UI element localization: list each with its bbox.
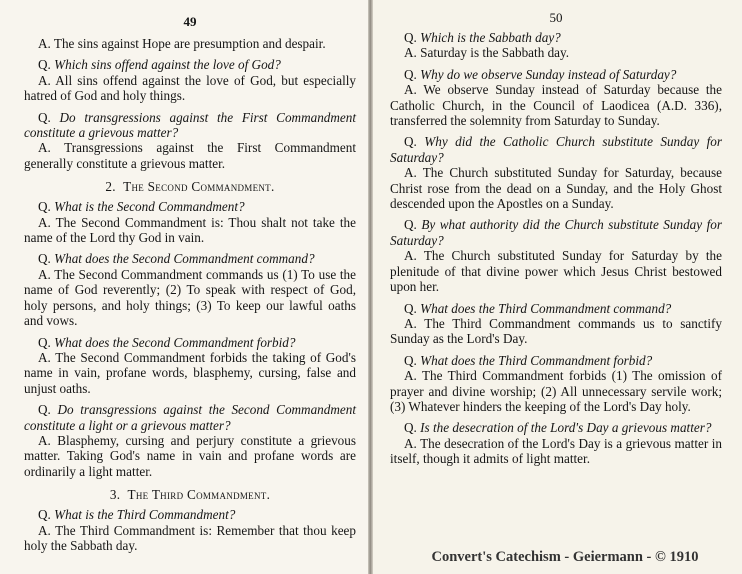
answer-text: The Church substituted Sunday for Saturday, because Christ rose from the dead on a Sunday, and the Holy Ghost descended upon the Apostles on a Sunday.	[390, 165, 722, 212]
question-label: Q.	[38, 199, 51, 215]
answer	[390, 82, 722, 128]
answer-label: A.	[38, 140, 51, 156]
question	[24, 402, 356, 433]
question	[24, 199, 356, 214]
question-label: Q.	[404, 134, 417, 150]
answer	[390, 165, 722, 211]
answer-text: The sins against Hope are presumption and despair.	[53, 36, 326, 51]
question-label: Q.	[404, 30, 417, 45]
question-text: Which is the Sabbath day?	[420, 30, 561, 45]
answer-label: A.	[38, 72, 51, 88]
question-label: Q.	[404, 66, 417, 82]
answer-label: A.	[38, 349, 51, 365]
question-label: Q.	[404, 300, 417, 316]
book-gutter	[368, 0, 373, 574]
question-text: What is the Third Commandment?	[54, 507, 236, 523]
section-title: The Third Commandment.	[127, 487, 271, 503]
answer	[24, 215, 356, 246]
question-text: Why did the Catholic Church substitute Sunday for Saturday?	[390, 134, 723, 165]
answer	[390, 368, 722, 414]
answer-text: Transgressions against the First Commandment generally constitute a grievous matter.	[24, 140, 356, 171]
question	[390, 301, 722, 316]
copyright-footer: Convert's Catechism - Geiermann - © 1910	[431, 549, 699, 565]
answer	[24, 523, 356, 554]
page-number-left: 49	[183, 14, 197, 29]
question-text: Which sins offend against the love of God?	[54, 57, 281, 73]
answer-label: A.	[38, 266, 51, 282]
answer-text: The Church substituted Sunday for Saturday by the plenitude of that divine power which Jesus Christ bestowed upon her.	[390, 248, 723, 295]
question	[390, 217, 722, 248]
question-label: Q.	[38, 402, 51, 418]
left-page	[0, 0, 370, 574]
answer-label: A.	[404, 45, 417, 61]
answer-text: Saturday is the Sabbath day.	[420, 45, 570, 61]
answer-text: The Third Commandment commands us to sanctify Sunday as the Lord's Day.	[390, 315, 722, 347]
question	[390, 30, 722, 45]
answer-label: A.	[404, 435, 417, 451]
question-label: Q.	[404, 352, 417, 368]
answer	[24, 433, 356, 479]
question-text: Do transgressions against the First Commandment constitute a grievous matter?	[24, 109, 357, 141]
question	[390, 134, 722, 165]
answer-label: A.	[404, 368, 417, 384]
answer	[390, 248, 722, 294]
question-text: By what authority did the Church substitute Sunday for Saturday?	[390, 217, 722, 248]
answer-text: The Third Commandment forbids (1) The omission of prayer and divine worship; (2) All unnecessary servile work; (3) Whatever hinders the keeping of the Lord's Day holy.	[390, 368, 722, 414]
answer-label: A.	[404, 82, 417, 98]
answer	[390, 436, 722, 467]
section-number: 3.	[109, 487, 121, 503]
answer-label: A.	[404, 248, 417, 264]
question	[24, 251, 356, 266]
answer-label: A.	[404, 165, 417, 181]
question-text: Is the desecration of the Lord's Day a grievous matter?	[420, 420, 712, 436]
answer	[390, 316, 722, 347]
right-page	[370, 0, 742, 574]
question	[24, 57, 356, 72]
question-text: What does the Second Commandment command?	[54, 251, 315, 267]
question	[390, 67, 722, 82]
answer-text: The Second Commandment commands us (1) To use the name of God reverently; (2) To speak with respect of God, holy persons, and holy things; (3) To keep our lawful oaths and vows.	[24, 266, 356, 329]
answer-label: A.	[38, 432, 51, 448]
answer-text: The desecration of the Lord's Day is a grievous matter in itself, though it admits of light matter.	[390, 435, 723, 467]
answer	[390, 45, 722, 60]
question-label: Q.	[38, 507, 51, 523]
answer-label: A.	[404, 315, 417, 331]
question	[390, 420, 722, 435]
answer-label: A.	[38, 36, 51, 51]
question-label: Q.	[404, 420, 417, 436]
answer	[24, 36, 356, 51]
answer	[24, 73, 356, 104]
answer-label: A.	[38, 522, 51, 538]
question	[24, 335, 356, 350]
section-number: 2.	[105, 179, 116, 195]
question-label: Q.	[38, 57, 51, 73]
question	[390, 353, 722, 368]
question-label: Q.	[404, 217, 417, 233]
question	[24, 110, 356, 141]
answer-text: The Second Commandment is: Thou shalt not take the name of the Lord thy God in vain.	[24, 214, 356, 246]
question-text: Do transgressions against the Second Commandment constitute a light or a grievous matter?	[24, 402, 357, 433]
answer	[24, 350, 356, 396]
page-number-right: 50	[549, 10, 563, 25]
question-text: What does the Third Commandment forbid?	[420, 352, 653, 368]
left-page-body	[24, 36, 356, 553]
question-label: Q.	[38, 251, 51, 267]
section-heading	[24, 487, 356, 503]
answer-text: Blasphemy, cursing and perjury constitute a grievous matter. Taking God's name in vain and profane words are ordinarily a light matter.	[24, 432, 357, 479]
question-label: Q.	[38, 109, 51, 125]
question-text: What does the Second Commandment forbid?	[54, 334, 296, 350]
answer-text: All sins offend against the love of God, but especially hatred of God and holy things.	[24, 72, 356, 104]
question-text: What does the Third Commandment command?	[420, 300, 672, 316]
answer-text: The Second Commandment forbids the taking of God's name in vain, profane words, blasphemy, cursing, false and unjust oaths.	[24, 349, 356, 396]
answer	[24, 267, 356, 329]
question	[24, 507, 356, 522]
question-text: What is the Second Commandment?	[54, 199, 245, 215]
answer	[24, 140, 356, 171]
answer-text: The Third Commandment is: Remember that thou keep holy the Sabbath day.	[24, 522, 356, 553]
section-title: The Second Commandment.	[123, 179, 275, 195]
answer-label: A.	[38, 214, 51, 230]
question-text: Why do we observe Sunday instead of Saturday?	[420, 66, 677, 82]
question-label: Q.	[38, 334, 51, 350]
answer-text: We observe Sunday instead of Saturday because the Catholic Church, in the Council of Laodicea (A.D. 336), transferred the solemnity from Saturday to Sunday.	[390, 82, 722, 129]
right-page-body	[390, 30, 722, 467]
section-heading	[24, 179, 356, 195]
